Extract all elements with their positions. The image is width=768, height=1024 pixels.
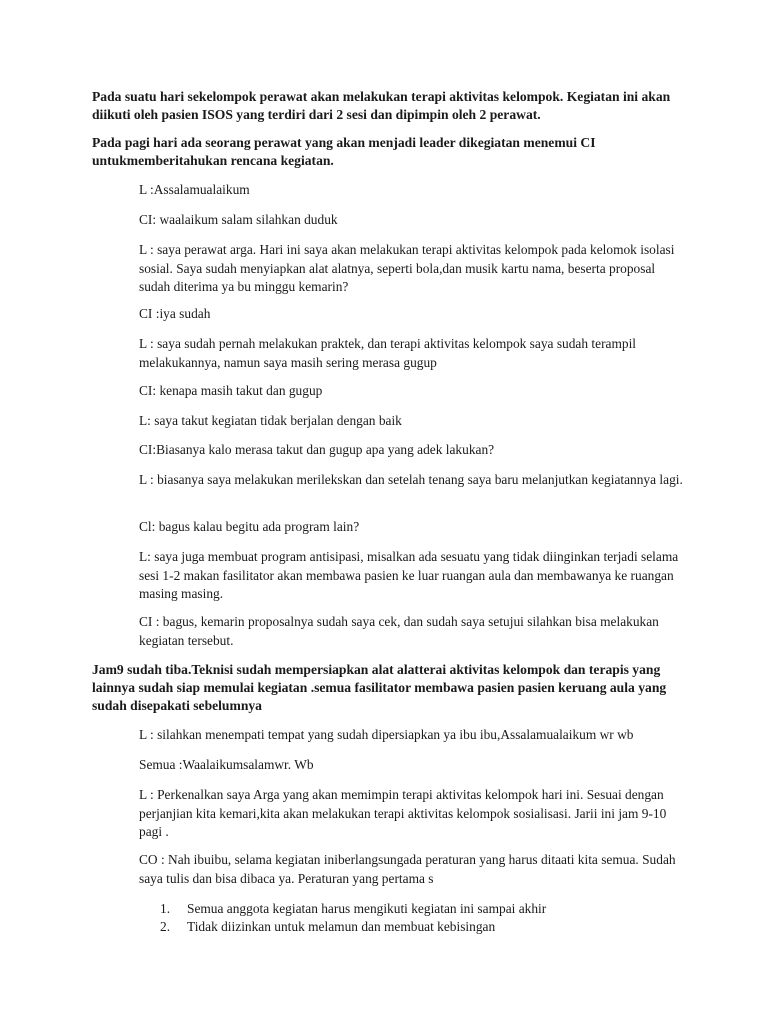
intro-paragraph-3: Jam9 sudah tiba.Teknisi sudah mempersiapkan alat alatterai aktivitas kelompok dan terapis yang lainnya sudah siap memulai kegiatan .semua fasilitator membawa pasien pasien keruang aula yang sudah disepakati sebelumnya bbox=[92, 662, 667, 713]
list-number: 2. bbox=[160, 919, 171, 934]
dialogue-line: L : saya sudah pernah melakukan praktek, dan terapi aktivitas kelompok saya sudah terampil melakukannya, namun saya masih sering merasa gugup bbox=[139, 336, 637, 370]
dialogue-line: L : saya perawat arga. Hari ini saya akan melakukan terapi aktivitas kelompok pada kelomok isolasi sosial. Saya sudah menyiapkan alat alatnya, seperti bola,dan musik kartu nama, beserta proposal sudah diterima ya bu minggu kemarin? bbox=[139, 242, 675, 294]
dialogue-line: L: saya takut kegiatan tidak berjalan dengan baik bbox=[139, 413, 402, 428]
dialogue-line: L : silahkan menempati tempat yang sudah dipersiapkan ya ibu ibu,Assalamualaikum wr wb bbox=[139, 727, 634, 742]
list-item bbox=[160, 918, 546, 936]
rules-list bbox=[160, 900, 546, 936]
dialogue-line: L : Perkenalkan saya Arga yang akan memimpin terapi aktivitas kelompok hari ini. Sesuai dengan perjanjian kita kemari,kita akan melakukan terapi aktivitas kelompok sosialisasi. Jarii ini jam 9-10 pagi . bbox=[139, 787, 667, 839]
dialogue-line: Semua :Waalaikumsalamwr. Wb bbox=[139, 757, 314, 772]
list-number: 1. bbox=[160, 901, 171, 916]
dialogue-line: L :Assalamualaikum bbox=[139, 182, 250, 197]
dialogue-line: L: saya juga membuat program antisipasi, misalkan ada sesuatu yang tidak diinginkan terjadi selama sesi 1-2 makan fasilitator akan membawa pasien ke luar ruangan aula dan membawanya ke ruangan masing masing. bbox=[139, 549, 679, 601]
dialogue-line: CI: waalaikum salam silahkan duduk bbox=[139, 212, 338, 227]
dialogue-line: CO : Nah ibuibu, selama kegiatan iniberlangsungada peraturan yang harus ditaati kita semua. Sudah saya tulis dan bisa dibaca ya. Peraturan yang pertama s bbox=[139, 852, 676, 886]
list-item bbox=[160, 900, 546, 918]
dialogue-line: Cl: bagus kalau begitu ada program lain? bbox=[139, 519, 360, 534]
dialogue-line: CI : bagus, kemarin proposalnya sudah saya cek, dan sudah saya setujui silahkan bisa melakukan kegiatan tersebut. bbox=[139, 614, 659, 648]
dialogue-line: CI:Biasanya kalo merasa takut dan gugup apa yang adek lakukan? bbox=[139, 442, 495, 457]
intro-paragraph-1: Pada suatu hari sekelompok perawat akan melakukan terapi aktivitas kelompok. Kegiatan ini akan diikuti oleh pasien ISOS yang terdiri dari 2 sesi dan dipimpin oleh 2 perawat. bbox=[92, 89, 671, 122]
dialogue-line: CI :iya sudah bbox=[139, 306, 211, 321]
dialogue-line: CI: kenapa masih takut dan gugup bbox=[139, 383, 323, 398]
list-text: Semua anggota kegiatan harus mengikuti kegiatan ini sampai akhir bbox=[187, 901, 547, 916]
intro-paragraph-2: Pada pagi hari ada seorang perawat yang akan menjadi leader dikegiatan menemui CI untukmemberitahukan rencana kegiatan. bbox=[92, 135, 596, 168]
list-text: Tidak diizinkan untuk melamun dan membuat kebisingan bbox=[187, 919, 496, 934]
dialogue-line: L : biasanya saya melakukan merilekskan dan setelah tenang saya baru melanjutkan kegiatannya lagi. bbox=[139, 472, 683, 487]
